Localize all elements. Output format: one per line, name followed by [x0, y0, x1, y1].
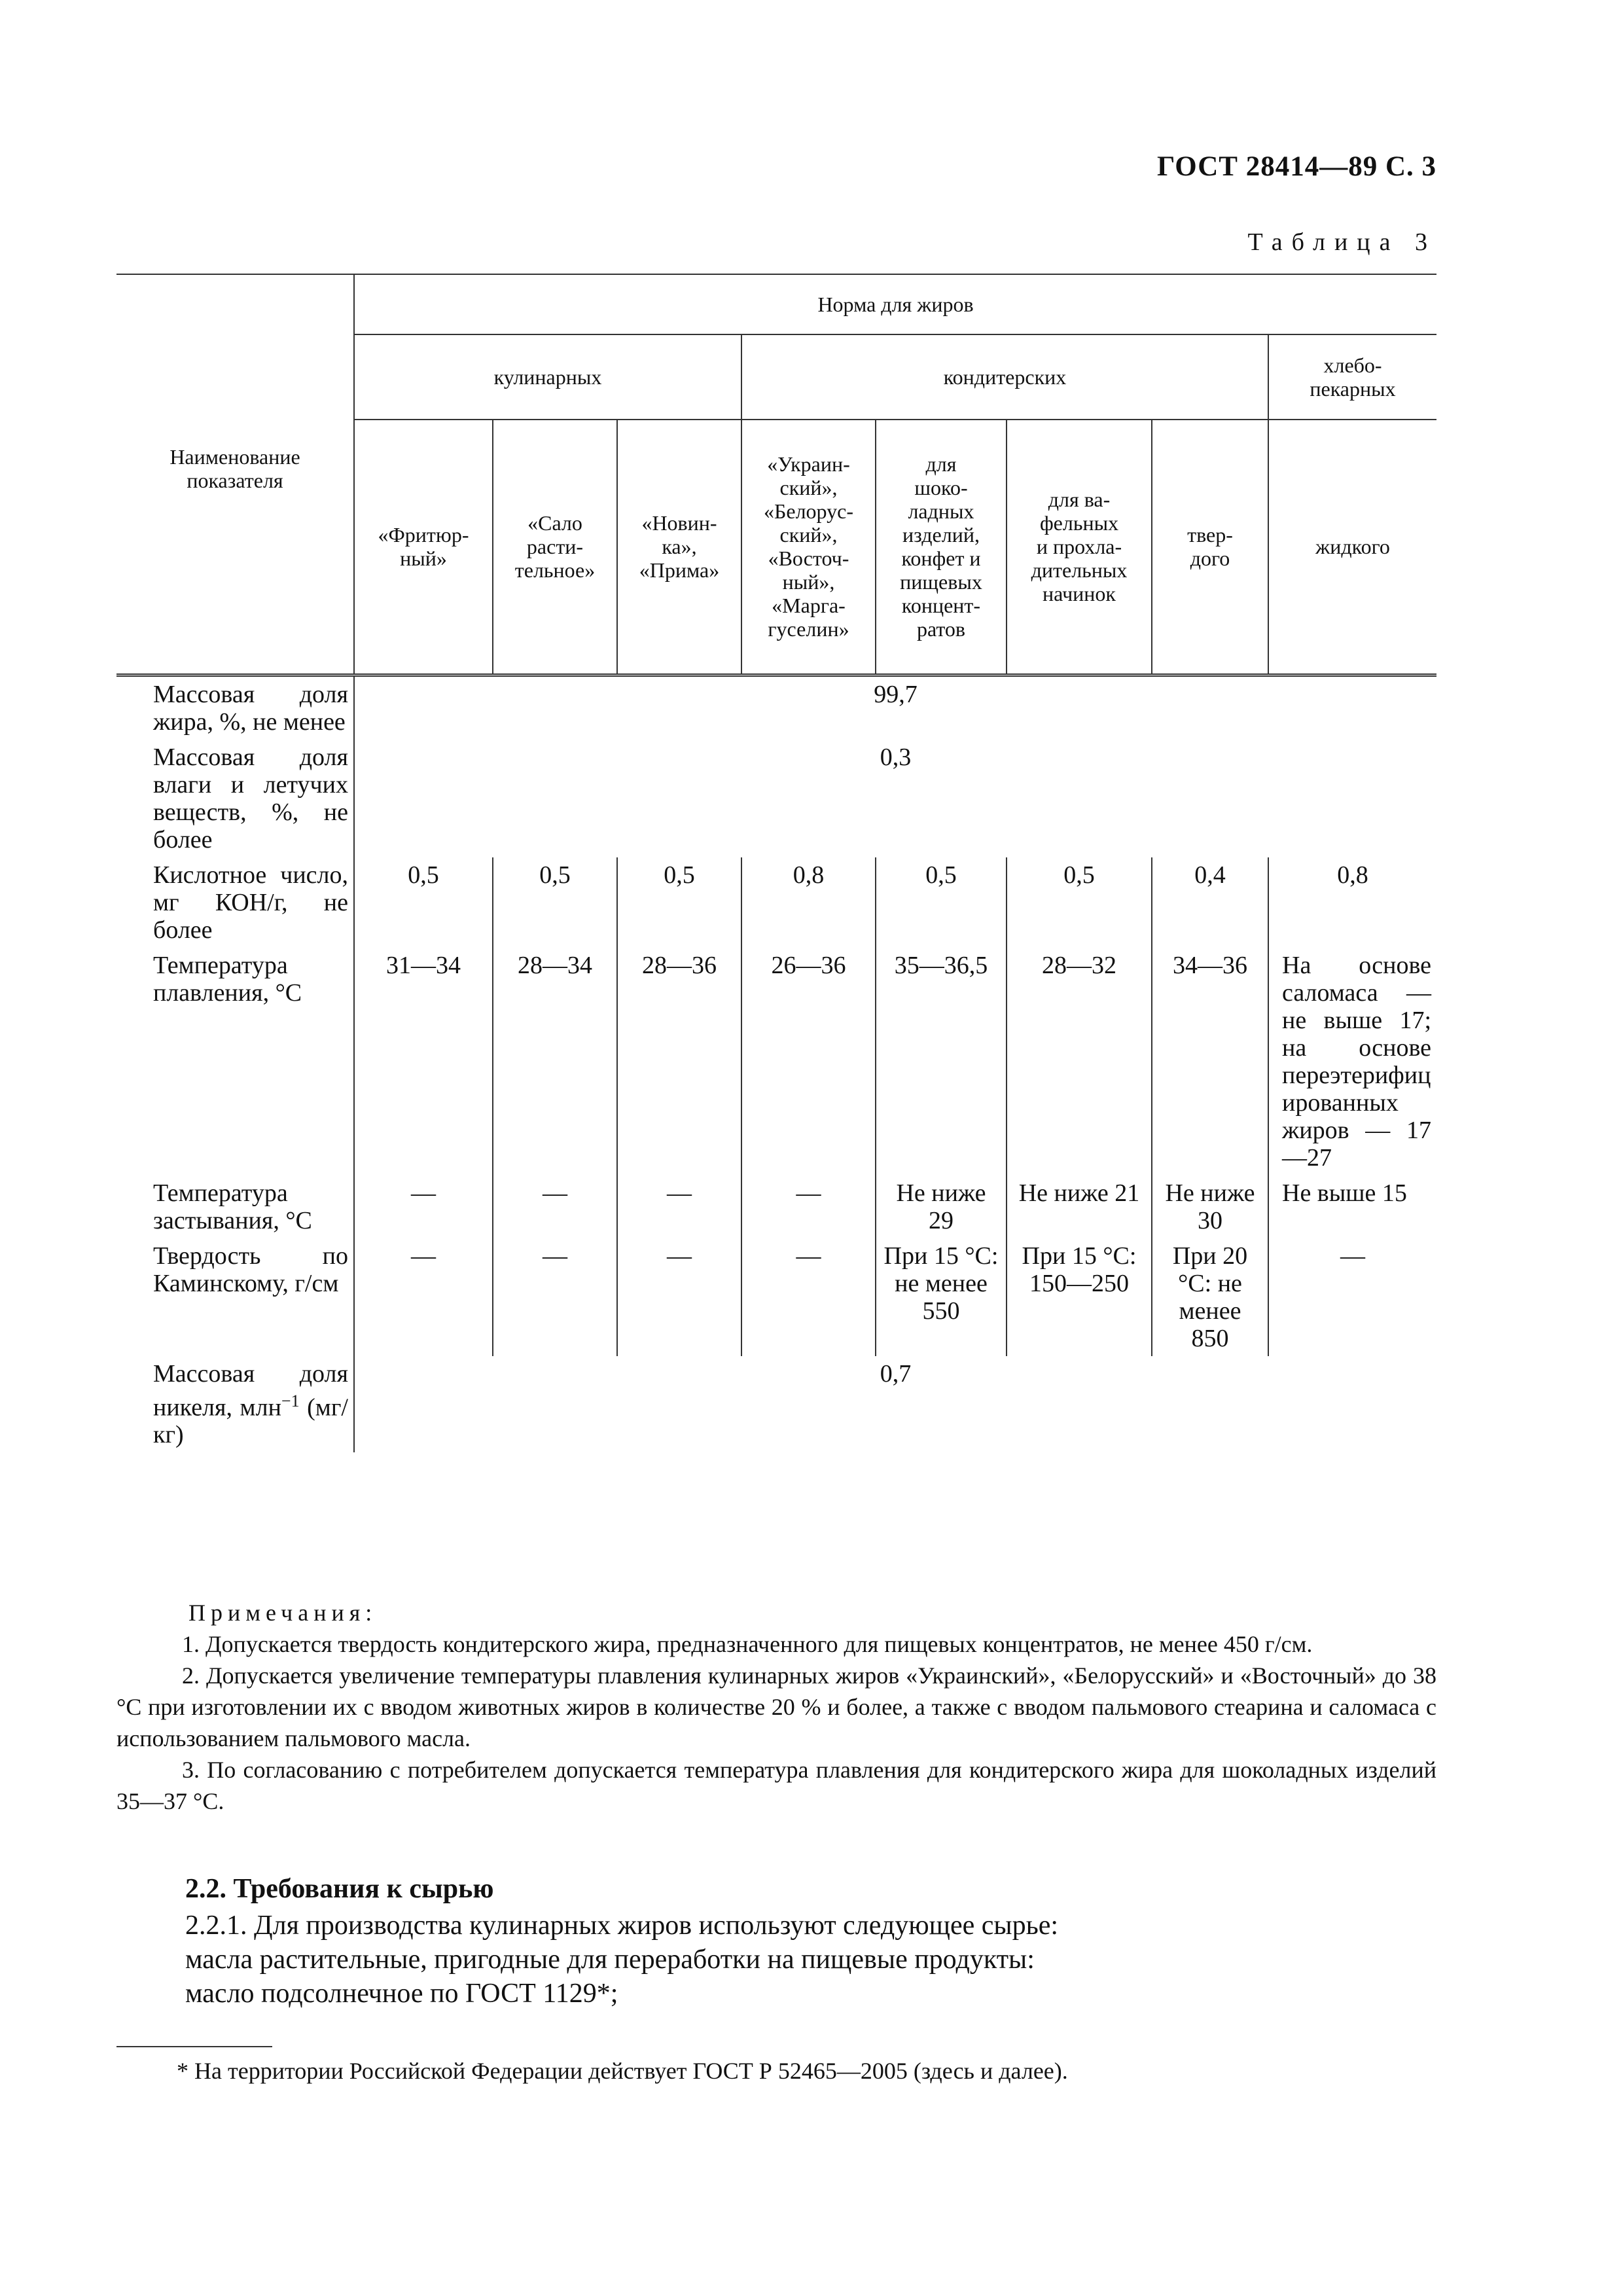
- section-heading: 2.2. Требования к сырью: [185, 1874, 494, 1904]
- row-value-nickel: 0,7: [354, 1356, 1436, 1453]
- cell: —: [741, 1238, 876, 1356]
- footnote-divider: [116, 2046, 272, 2047]
- section-line: масло подсолнечное по ГОСТ 1129*;: [185, 1979, 618, 2009]
- table-wrapper: [116, 274, 1436, 1452]
- cell: 34—36: [1152, 948, 1268, 1175]
- cell: 0,4: [1152, 857, 1268, 948]
- cell: 28—36: [617, 948, 741, 1175]
- row-name-fat: Массовая доля жира, %, не менее: [153, 680, 348, 736]
- cell: Не ниже 30: [1152, 1175, 1268, 1238]
- row-name-acid: Кислотное число, мг КОН/г, не более: [153, 861, 348, 944]
- col-header-novinka: «Новин- ка», «Прима»: [617, 420, 741, 675]
- cell: 0,5: [876, 857, 1007, 948]
- norms-table: [116, 274, 1436, 1452]
- cell: —: [617, 1238, 741, 1356]
- table-row: [116, 1356, 1436, 1453]
- section-2-2: [116, 1872, 1436, 2011]
- row-name-nickel: Массовая доля никеля, млн$^{-1}$ (мг/кг): [153, 1359, 348, 1449]
- cell: 31—34: [354, 948, 493, 1175]
- cell: Не выше 15: [1268, 1175, 1436, 1238]
- cell: Не ниже 29: [876, 1175, 1007, 1238]
- table-row: [116, 857, 1436, 948]
- table-row: [116, 675, 1436, 740]
- table-row: [116, 1238, 1436, 1356]
- cell: —: [741, 1175, 876, 1238]
- cell: 0,5: [493, 857, 617, 948]
- table-row: [116, 948, 1436, 1175]
- section-line: масла растительные, пригодные для переработки на пищевые продукты:: [185, 1945, 1035, 1975]
- page-header: ГОСТ 28414—89 С. 3: [1156, 151, 1436, 182]
- col-header-fritur: «Фритюр- ный»: [354, 420, 493, 675]
- confectionery-group-header: кондитерских: [741, 334, 1268, 420]
- table-row: [116, 1175, 1436, 1238]
- note-item: 1. Допускается твердость кондитерского жира, предназначенного для пищевых концентратов, не менее 450 г/см.: [182, 1631, 1313, 1657]
- cell: 0,8: [1268, 857, 1436, 948]
- cell: 0,5: [354, 857, 493, 948]
- col-header-chocolate: для шоко- ладных изделий, конфет и пищевых концент- ратов: [876, 420, 1007, 675]
- cell: При 15 °С: не менее 550: [876, 1238, 1007, 1356]
- cell: На основе саломаса — не выше 17; на основе переэтерифицированных жиров — 17—27: [1268, 948, 1436, 1175]
- col-header-ukrainsky: «Украин- ский», «Белорус- ский», «Восточ- ный», «Марга- гуселин»: [741, 420, 876, 675]
- row-value-moisture: 0,3: [354, 740, 1436, 857]
- col-header-solid: твер- дого: [1152, 420, 1268, 675]
- cell: —: [493, 1175, 617, 1238]
- cell: При 15 °С: 150—250: [1007, 1238, 1152, 1356]
- col-header-liquid: жидкого: [1268, 420, 1436, 675]
- cell: 0,8: [741, 857, 876, 948]
- cell: 28—32: [1007, 948, 1152, 1175]
- note-item: 2. Допускается увеличение температуры плавления кулинарных жиров «Украинский», «Белорусский» и «Восточный» до 38 °С при изготовлении их с вводом животных жиров в количестве 20 % и более, а также с вводом пальмового стеарина и саломаса с использованием пальмового масла.: [116, 1662, 1436, 1751]
- cell: 0,5: [617, 857, 741, 948]
- col-header-wafer: для ва- фельных и прохла- дительных начинок: [1007, 420, 1152, 675]
- section-line: 2.2.1. Для производства кулинарных жиров используют следующее сырье:: [185, 1910, 1059, 1941]
- table-caption: Таблица 3: [1247, 228, 1436, 256]
- cell: —: [617, 1175, 741, 1238]
- cell: Не ниже 21: [1007, 1175, 1152, 1238]
- row-value-fat: 99,7: [354, 675, 1436, 740]
- cell: 28—34: [493, 948, 617, 1175]
- footnote: * На территории Российской Федерации действует ГОСТ Р 52465—2005 (здесь и далее).: [177, 2058, 1068, 2084]
- cell: —: [354, 1238, 493, 1356]
- cell: 0,5: [1007, 857, 1152, 948]
- note-item: 3. По согласованию с потребителем допускается температура плавления для кондитерского жира для шоколадных изделий 35—37 °С.: [116, 1757, 1436, 1814]
- table-row: [116, 740, 1436, 857]
- indicator-column-header: Наименование показателя: [116, 274, 354, 675]
- row-name-hardness: Твердость по Каминскому, г/см: [153, 1242, 348, 1297]
- row-name-solidification: Температура застывания, °С: [153, 1179, 312, 1234]
- norm-group-header: Норма для жиров: [354, 274, 1436, 334]
- cell: 26—36: [741, 948, 876, 1175]
- notes-title: Примечания:: [188, 1600, 378, 1626]
- row-name-moisture: Массовая доля влаги и летучих веществ, %, не более: [153, 743, 348, 853]
- culinary-group-header: кулинарных: [354, 334, 741, 420]
- cell: —: [1268, 1238, 1436, 1356]
- cell: —: [493, 1238, 617, 1356]
- notes-block: [116, 1597, 1436, 1817]
- cell: —: [354, 1175, 493, 1238]
- row-name-melting: Температура плавления, °С: [153, 951, 302, 1007]
- cell: При 20 °С: не менее 850: [1152, 1238, 1268, 1356]
- cell: 35—36,5: [876, 948, 1007, 1175]
- col-header-salo: «Сало расти- тельное»: [493, 420, 617, 675]
- bakery-group-header: хлебо- пекарных: [1268, 334, 1436, 420]
